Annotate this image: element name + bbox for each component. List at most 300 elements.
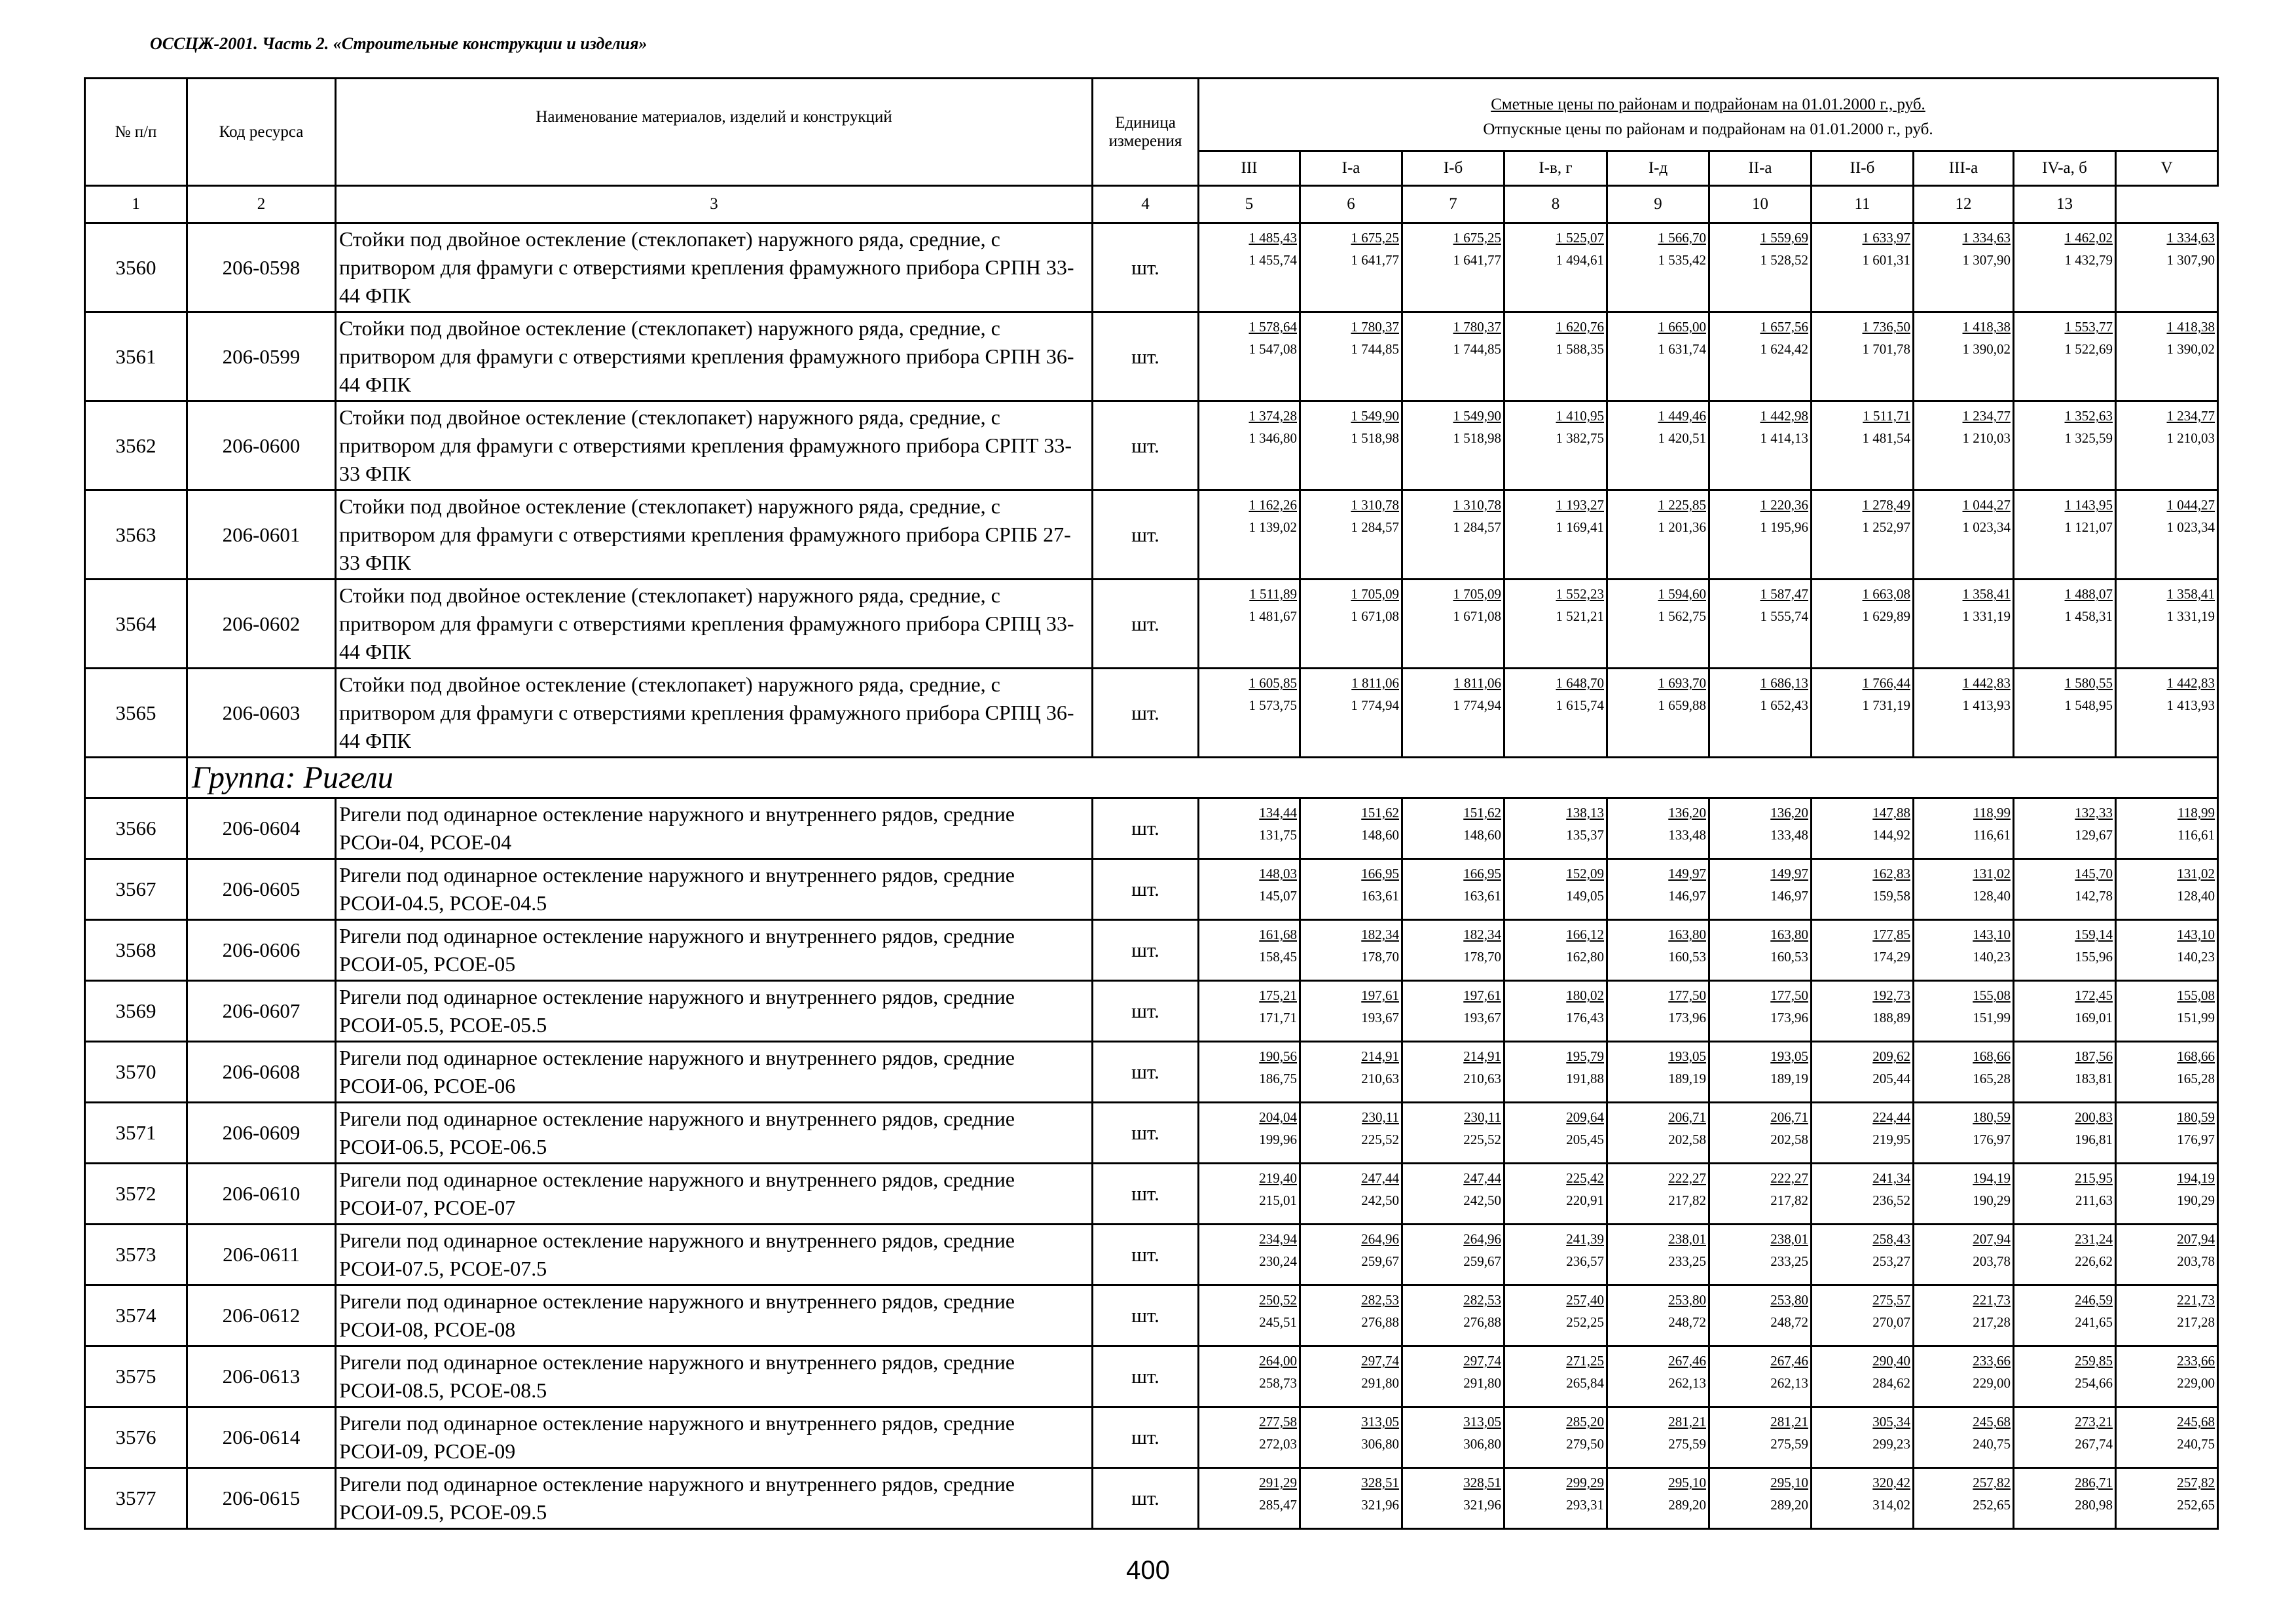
price-cell <box>1504 669 1607 758</box>
estimate-price: 1 633,97 <box>1862 230 1910 246</box>
estimate-price: 206,71 <box>1668 1109 1706 1125</box>
price-cell <box>2014 1042 2116 1103</box>
price-cell <box>1709 1103 1812 1164</box>
release-price: 1 671,08 <box>1351 608 1399 624</box>
estimate-price: 221,73 <box>2177 1292 2215 1308</box>
release-price: 291,80 <box>1463 1375 1501 1391</box>
estimate-price: 1 657,56 <box>1760 319 1808 335</box>
resource-code: 206-0602 <box>187 580 336 669</box>
release-price: 306,80 <box>1463 1436 1501 1452</box>
table-row <box>85 1468 2218 1529</box>
release-price: 1 547,08 <box>1248 341 1297 357</box>
release-price: 289,20 <box>1770 1497 1808 1513</box>
price-cell <box>1709 580 1812 669</box>
price-cell <box>1914 1468 2014 1529</box>
price-cell <box>1812 401 1914 490</box>
estimate-price: 291,29 <box>1259 1475 1297 1490</box>
row-number: 3563 <box>85 490 187 580</box>
region-header: I-б <box>1402 151 1504 186</box>
price-cell <box>1914 1164 2014 1225</box>
price-cell <box>1402 920 1504 981</box>
estimate-price: 247,44 <box>1463 1170 1501 1186</box>
unit: шт. <box>1093 859 1199 920</box>
release-price: 145,07 <box>1259 888 1297 904</box>
column-index: 9 <box>1607 186 1709 223</box>
price-cell <box>2014 1468 2116 1529</box>
release-price: 267,74 <box>2075 1436 2113 1452</box>
estimate-price: 1 578,64 <box>1248 319 1297 335</box>
release-price: 258,73 <box>1259 1375 1297 1391</box>
estimate-price: 282,53 <box>1463 1292 1501 1308</box>
release-price-caption: Отпускные цены по районам и подрайонам на 01.01.2000 г., руб. <box>1483 120 1933 138</box>
estimate-price: 233,66 <box>1973 1353 2011 1369</box>
release-price: 217,82 <box>1770 1192 1808 1208</box>
estimate-price: 241,34 <box>1872 1170 1910 1186</box>
release-price: 233,25 <box>1668 1253 1706 1269</box>
estimate-price: 1 310,78 <box>1453 497 1501 513</box>
resource-code: 206-0603 <box>187 669 336 758</box>
price-cell <box>1300 401 1402 490</box>
material-name: Стойки под двойное остекление (стеклопакет) наружного ряда, средние, с притвором для фрамуги с отверстиями крепления фрамужного прибора СРПТ 33-33 ФПК <box>336 401 1093 490</box>
price-cell <box>1812 859 1914 920</box>
unit: шт. <box>1093 981 1199 1042</box>
release-price: 165,28 <box>1973 1071 2011 1086</box>
unit: шт. <box>1093 1407 1199 1468</box>
region-header: I-в, г <box>1504 151 1607 186</box>
estimate-price: 193,05 <box>1770 1048 1808 1064</box>
release-price: 236,52 <box>1872 1192 1910 1208</box>
price-cell <box>1914 1042 2014 1103</box>
unit: шт. <box>1093 401 1199 490</box>
estimate-price: 1 334,63 <box>1962 230 2011 246</box>
release-price: 275,59 <box>1770 1436 1808 1452</box>
price-cell <box>1709 1042 1812 1103</box>
estimate-price: 193,05 <box>1668 1048 1706 1064</box>
release-price: 193,67 <box>1361 1010 1399 1025</box>
release-price: 149,05 <box>1566 888 1604 904</box>
release-price: 1 548,95 <box>2064 697 2113 713</box>
release-price: 1 210,03 <box>1962 430 2011 446</box>
release-price: 1 481,54 <box>1862 430 1910 446</box>
estimate-price: 177,50 <box>1668 987 1706 1003</box>
estimate-price: 1 358,41 <box>2166 586 2215 602</box>
row-number: 3570 <box>85 1042 187 1103</box>
price-cell <box>1914 490 2014 580</box>
release-price: 158,45 <box>1259 949 1297 965</box>
price-cell <box>1607 920 1709 981</box>
resource-code: 206-0613 <box>187 1346 336 1407</box>
release-price: 189,19 <box>1668 1071 1706 1086</box>
estimate-price: 182,34 <box>1361 927 1399 942</box>
release-price: 220,91 <box>1566 1192 1604 1208</box>
table-row <box>85 1164 2218 1225</box>
price-cell <box>2116 490 2218 580</box>
estimate-price: 136,20 <box>1668 805 1706 821</box>
price-cell <box>1709 312 1812 401</box>
release-price: 215,01 <box>1259 1192 1297 1208</box>
release-price: 253,27 <box>1872 1253 1910 1269</box>
price-cell <box>1300 1103 1402 1164</box>
estimate-price: 222,27 <box>1668 1170 1706 1186</box>
price-cell <box>1709 1225 1812 1285</box>
resource-code: 206-0615 <box>187 1468 336 1529</box>
release-price: 252,25 <box>1566 1314 1604 1330</box>
estimate-price: 231,24 <box>2075 1231 2113 1247</box>
release-price: 229,00 <box>2177 1375 2215 1391</box>
release-price: 202,58 <box>1770 1132 1808 1147</box>
price-cell <box>1914 920 2014 981</box>
price-cell <box>1199 1225 1300 1285</box>
region-header: II-б <box>1812 151 1914 186</box>
estimate-price: 1 044,27 <box>2166 497 2215 513</box>
estimate-price: 163,80 <box>1668 927 1706 942</box>
release-price: 1 731,19 <box>1862 697 1910 713</box>
price-cell <box>2014 981 2116 1042</box>
column-index: 10 <box>1709 186 1812 223</box>
release-price: 173,96 <box>1668 1010 1706 1025</box>
estimate-price: 281,21 <box>1668 1414 1706 1430</box>
release-price: 1 307,90 <box>2166 252 2215 268</box>
price-cell <box>1812 1346 1914 1407</box>
estimate-price: 136,20 <box>1770 805 1808 821</box>
table-row <box>85 490 2218 580</box>
price-cell <box>1607 401 1709 490</box>
estimate-price: 1 352,63 <box>2064 408 2113 424</box>
estimate-price: 258,43 <box>1872 1231 1910 1247</box>
row-number: 3573 <box>85 1225 187 1285</box>
price-cell <box>2014 1407 2116 1468</box>
estimate-price: 273,21 <box>2075 1414 2113 1430</box>
estimate-price: 285,20 <box>1566 1414 1604 1430</box>
price-cell <box>1199 981 1300 1042</box>
header-resource-code: Код ресурса <box>187 79 336 186</box>
release-price: 188,89 <box>1872 1010 1910 1025</box>
price-cell <box>1300 1407 1402 1468</box>
column-index: 3 <box>336 186 1093 223</box>
estimate-price: 313,05 <box>1463 1414 1501 1430</box>
price-cell <box>2014 223 2116 312</box>
price-cell <box>1402 580 1504 669</box>
estimate-price: 1 553,77 <box>2064 319 2113 335</box>
price-cell <box>1607 798 1709 859</box>
release-price: 314,02 <box>1872 1497 1910 1513</box>
release-price: 1 284,57 <box>1351 519 1399 535</box>
price-cell <box>1300 580 1402 669</box>
estimate-price: 168,66 <box>1973 1048 2011 1064</box>
release-price: 1 522,69 <box>2064 341 2113 357</box>
estimate-price: 215,95 <box>2075 1170 2113 1186</box>
price-cell <box>1199 859 1300 920</box>
release-price: 202,58 <box>1668 1132 1706 1147</box>
release-price: 1 023,34 <box>2166 519 2215 535</box>
price-cell <box>1300 981 1402 1042</box>
column-index: 4 <box>1093 186 1199 223</box>
table-row <box>85 1225 2218 1285</box>
estimate-price: 1 559,69 <box>1760 230 1808 246</box>
material-name: Ригели под одинарное остекление наружного и внутреннего рядов, средние РСОи-04, РСОЕ-04 <box>336 798 1093 859</box>
price-cell <box>2116 669 2218 758</box>
estimate-price: 1 549,90 <box>1453 408 1501 424</box>
row-number: 3572 <box>85 1164 187 1225</box>
release-price: 1 601,31 <box>1862 252 1910 268</box>
estimate-price: 1 665,00 <box>1658 319 1706 335</box>
release-price: 151,99 <box>1973 1010 2011 1025</box>
price-cell <box>1199 920 1300 981</box>
estimate-price: 182,34 <box>1463 927 1501 942</box>
price-cell <box>1607 580 1709 669</box>
price-cell <box>1607 1346 1709 1407</box>
estimate-price: 1 410,95 <box>1556 408 1604 424</box>
release-price: 146,97 <box>1668 888 1706 904</box>
column-index: 1 <box>85 186 187 223</box>
price-cell <box>2014 312 2116 401</box>
row-number: 3564 <box>85 580 187 669</box>
release-price: 1 413,93 <box>2166 697 2215 713</box>
release-price: 174,29 <box>1872 949 1910 965</box>
estimate-price: 1 736,50 <box>1862 319 1910 335</box>
estimate-price: 281,21 <box>1770 1414 1808 1430</box>
material-name: Стойки под двойное остекление (стеклопакет) наружного ряда, средние, с притвором для фрамуги с отверстиями крепления фрамужного прибора СРПЦ 33-44 ФПК <box>336 580 1093 669</box>
header-unit: Единица измерения <box>1093 79 1199 186</box>
estimate-price: 247,44 <box>1361 1170 1399 1186</box>
price-cell <box>1709 1407 1812 1468</box>
release-price: 133,48 <box>1770 827 1808 843</box>
table-row <box>85 669 2218 758</box>
estimate-price: 155,08 <box>1973 987 2011 1003</box>
release-price: 1 346,80 <box>1248 430 1297 446</box>
column-index-row <box>85 186 2218 223</box>
price-cell <box>1812 981 1914 1042</box>
release-price: 160,53 <box>1770 949 1808 965</box>
release-price: 128,40 <box>1973 888 2011 904</box>
release-price: 245,51 <box>1259 1314 1297 1330</box>
estimate-price: 147,88 <box>1872 805 1910 821</box>
estimate-price: 1 549,90 <box>1351 408 1399 424</box>
price-cell <box>1607 490 1709 580</box>
estimate-price: 143,10 <box>2177 927 2215 942</box>
price-cell <box>2116 1346 2218 1407</box>
release-price: 1 414,13 <box>1760 430 1808 446</box>
estimate-price: 134,44 <box>1259 805 1297 821</box>
estimate-price: 264,00 <box>1259 1353 1297 1369</box>
release-price: 262,13 <box>1770 1375 1808 1391</box>
price-cell <box>1504 798 1607 859</box>
running-header: ОССЦЖ-2001. Часть 2. «Строительные конструкции и изделия» <box>150 34 647 53</box>
price-cell <box>1402 1285 1504 1346</box>
unit: шт. <box>1093 1346 1199 1407</box>
estimate-price: 267,46 <box>1668 1353 1706 1369</box>
release-price: 225,52 <box>1463 1132 1501 1147</box>
release-price: 248,72 <box>1770 1314 1808 1330</box>
region-header: I-а <box>1300 151 1402 186</box>
release-price: 173,96 <box>1770 1010 1808 1025</box>
estimate-price: 219,40 <box>1259 1170 1297 1186</box>
release-price: 210,63 <box>1463 1071 1501 1086</box>
release-price: 1 201,36 <box>1658 519 1706 535</box>
column-index: 5 <box>1199 186 1300 223</box>
price-cell <box>1199 1407 1300 1468</box>
table-row <box>85 1407 2218 1468</box>
price-cell <box>1402 490 1504 580</box>
estimate-price: 1 605,85 <box>1248 675 1297 691</box>
estimate-price: 1 143,95 <box>2064 497 2113 513</box>
price-cell <box>2116 798 2218 859</box>
price-cell <box>1812 490 1914 580</box>
release-price: 1 390,02 <box>2166 341 2215 357</box>
release-price: 1 631,74 <box>1658 341 1706 357</box>
release-price: 217,28 <box>1973 1314 2011 1330</box>
estimate-price: 250,52 <box>1259 1292 1297 1308</box>
price-cell <box>1504 312 1607 401</box>
estimate-price: 209,62 <box>1872 1048 1910 1064</box>
release-price: 241,65 <box>2075 1314 2113 1330</box>
price-cell <box>1199 798 1300 859</box>
price-cell <box>1607 223 1709 312</box>
price-cell <box>1504 981 1607 1042</box>
release-price: 1 169,41 <box>1556 519 1604 535</box>
release-price: 1 641,77 <box>1453 252 1501 268</box>
row-number: 3565 <box>85 669 187 758</box>
release-price: 160,53 <box>1668 949 1706 965</box>
estimate-price: 166,95 <box>1361 866 1399 881</box>
price-cell <box>1709 1164 1812 1225</box>
estimate-price: 175,21 <box>1259 987 1297 1003</box>
price-cell <box>1607 1103 1709 1164</box>
estimate-price: 234,94 <box>1259 1231 1297 1247</box>
estimate-price: 214,91 <box>1361 1048 1399 1064</box>
price-cell <box>1504 1042 1607 1103</box>
release-price: 1 195,96 <box>1760 519 1808 535</box>
release-price: 1 331,19 <box>1962 608 2011 624</box>
release-price: 1 494,61 <box>1556 252 1604 268</box>
price-cell <box>1812 312 1914 401</box>
price-cell <box>1199 1103 1300 1164</box>
release-price: 146,97 <box>1770 888 1808 904</box>
estimate-price: 1 234,77 <box>1962 408 2011 424</box>
estimate-price: 166,95 <box>1463 866 1501 881</box>
estimate-price: 1 234,77 <box>2166 408 2215 424</box>
price-cell <box>1504 1407 1607 1468</box>
estimate-price: 1 449,46 <box>1658 408 1706 424</box>
release-price: 162,80 <box>1566 949 1604 965</box>
price-cell <box>1709 859 1812 920</box>
estimate-price: 151,62 <box>1361 805 1399 821</box>
price-cell <box>2014 859 2116 920</box>
price-cell <box>1199 1042 1300 1103</box>
release-price: 178,70 <box>1463 949 1501 965</box>
estimate-price: 162,83 <box>1872 866 1910 881</box>
price-cell <box>1504 1468 1607 1529</box>
estimate-price: 180,59 <box>1973 1109 2011 1125</box>
release-price: 225,52 <box>1361 1132 1399 1147</box>
release-price: 321,96 <box>1463 1497 1501 1513</box>
estimate-price: 145,70 <box>2075 866 2113 881</box>
release-price: 1 659,88 <box>1658 697 1706 713</box>
group-header-body <box>85 758 2218 798</box>
row-number: 3569 <box>85 981 187 1042</box>
estimate-price: 1 620,76 <box>1556 319 1604 335</box>
resource-code: 206-0598 <box>187 223 336 312</box>
estimate-price: 194,19 <box>1973 1170 2011 1186</box>
release-price: 140,23 <box>1973 949 2011 965</box>
estimate-price: 1 648,70 <box>1556 675 1604 691</box>
price-cell <box>2116 401 2218 490</box>
estimate-price: 225,42 <box>1566 1170 1604 1186</box>
estimate-price: 257,82 <box>1973 1475 2011 1490</box>
release-price: 211,63 <box>2075 1192 2113 1208</box>
price-cell <box>1300 1225 1402 1285</box>
price-cell <box>1402 223 1504 312</box>
price-cell <box>1199 223 1300 312</box>
material-name: Ригели под одинарное остекление наружного и внутреннего рядов, средние РСОИ-05.5, РСОЕ-05.5 <box>336 981 1093 1042</box>
estimate-price: 207,94 <box>2177 1231 2215 1247</box>
resource-code: 206-0609 <box>187 1103 336 1164</box>
release-price: 1 555,74 <box>1760 608 1808 624</box>
release-price: 148,60 <box>1361 827 1399 843</box>
price-cell <box>2116 981 2218 1042</box>
column-index: 6 <box>1300 186 1402 223</box>
estimate-price: 1 675,25 <box>1453 230 1501 246</box>
release-price: 165,28 <box>2177 1071 2215 1086</box>
estimate-price: 1 552,23 <box>1556 586 1604 602</box>
release-price: 169,01 <box>2075 1010 2113 1025</box>
column-index: 12 <box>1914 186 2014 223</box>
estimate-price: 161,68 <box>1259 927 1297 942</box>
table-row <box>85 401 2218 490</box>
price-cell <box>1504 859 1607 920</box>
estimate-price: 328,51 <box>1463 1475 1501 1490</box>
unit: шт. <box>1093 798 1199 859</box>
price-cell <box>1914 981 2014 1042</box>
release-price: 163,61 <box>1361 888 1399 904</box>
release-price: 148,60 <box>1463 827 1501 843</box>
estimate-price: 207,94 <box>1973 1231 2011 1247</box>
estimate-price: 295,10 <box>1668 1475 1706 1490</box>
estimate-price: 267,46 <box>1770 1353 1808 1369</box>
region-header: III-а <box>1914 151 2014 186</box>
row-number: 3571 <box>85 1103 187 1164</box>
estimate-price: 204,04 <box>1259 1109 1297 1125</box>
estimate-price: 1 193,27 <box>1556 497 1604 513</box>
unit: шт. <box>1093 1042 1199 1103</box>
price-cell <box>1914 669 2014 758</box>
release-price: 1 744,85 <box>1351 341 1399 357</box>
release-price: 1 252,97 <box>1862 519 1910 535</box>
price-cell <box>1607 1407 1709 1468</box>
table-row <box>85 920 2218 981</box>
estimate-price: 155,08 <box>2177 987 2215 1003</box>
price-cell <box>1812 798 1914 859</box>
price-cell <box>1914 798 2014 859</box>
price-cell <box>1709 1346 1812 1407</box>
release-price: 276,88 <box>1463 1314 1501 1330</box>
price-cell <box>1300 920 1402 981</box>
header-row-number: № п/п <box>85 79 187 186</box>
release-price: 284,62 <box>1872 1375 1910 1391</box>
row-number: 3574 <box>85 1285 187 1346</box>
price-cell <box>1199 401 1300 490</box>
estimate-price: 1 044,27 <box>1962 497 2011 513</box>
estimate-price: 253,80 <box>1668 1292 1706 1308</box>
price-cell <box>1709 401 1812 490</box>
estimate-price: 230,11 <box>1362 1109 1399 1125</box>
release-price: 252,65 <box>1973 1497 2011 1513</box>
release-price: 259,67 <box>1361 1253 1399 1269</box>
release-price: 176,97 <box>1973 1132 2011 1147</box>
table-row <box>85 1346 2218 1407</box>
price-cell <box>1199 1346 1300 1407</box>
release-price: 135,37 <box>1566 827 1604 843</box>
